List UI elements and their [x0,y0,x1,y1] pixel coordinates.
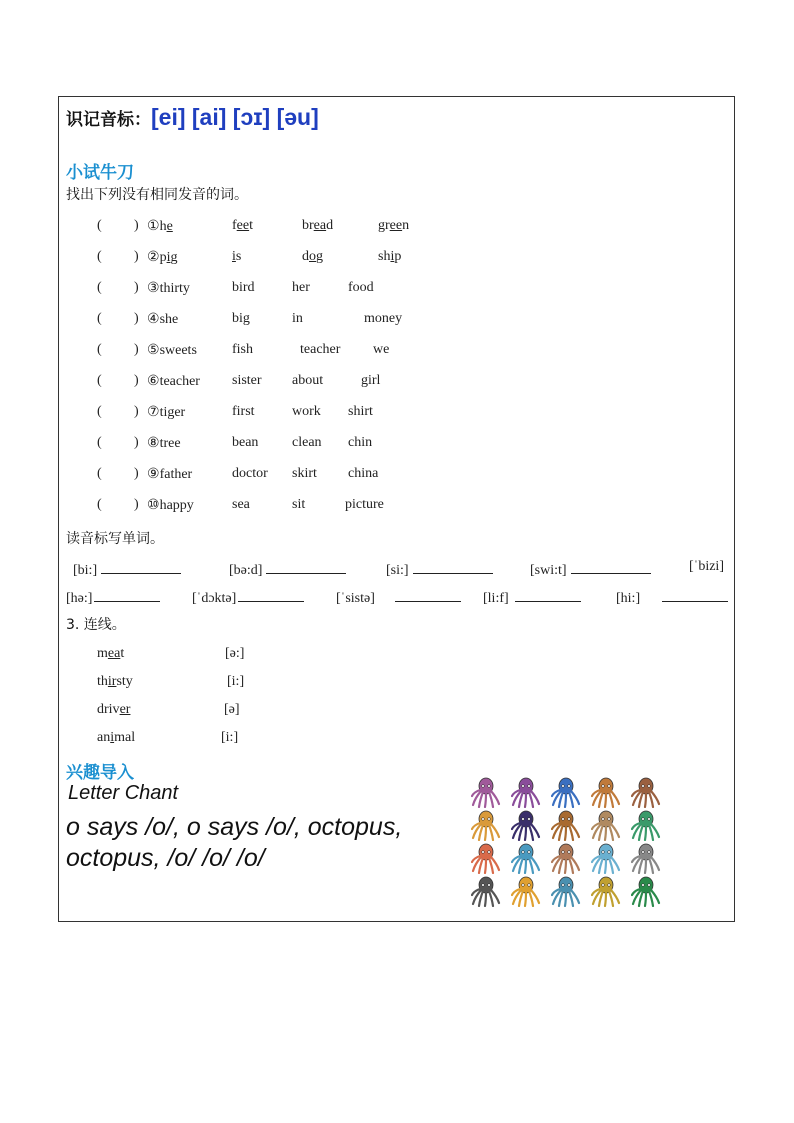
word-part: sister [232,373,262,388]
octopus-eye [642,884,645,887]
answer-paren-open: ( [97,249,102,264]
octopus-eye [568,851,571,854]
question-number: ⑨ [147,467,160,482]
exercise-word [232,311,250,327]
exercise-word [232,404,255,420]
octopus-icon [631,842,661,874]
octopus-icon [511,809,541,841]
word-part: about [292,373,324,388]
phonetic-item [192,587,304,607]
word-part: thirty [159,281,190,296]
exercise-word [232,497,250,513]
octopus-icon [511,842,541,874]
octopus-icon [591,842,621,874]
section-instruction-match: 3. 连线。 [66,617,126,633]
exercise-word [348,435,372,451]
octopus-eye [522,884,525,887]
octopus-tentacle [645,892,646,906]
word-part: happy [159,498,194,513]
octopus-icon [471,776,501,808]
word-part: tiger [159,405,186,420]
exercise-word [232,249,241,265]
answer-paren-close: ) [134,373,139,388]
phonetic-item [229,559,346,579]
word-part: driv [97,702,120,717]
word-underlined-part: i [232,249,236,264]
answer-paren-open: ( [97,373,102,388]
question-number: ⑧ [147,436,160,451]
exercise-word [345,497,384,513]
octopus-eye [528,884,531,887]
word-part: work [292,404,321,419]
octopus-icon [591,875,621,907]
word-part: first [232,404,255,419]
header-label: 识记音标： [66,110,151,130]
phonetic-item [386,559,493,579]
word-underlined-part: i [110,730,115,745]
octopus-eye [648,818,651,821]
exercise-word [232,280,255,296]
octopus-tentacle [525,859,526,873]
octopus-tentacle [565,793,566,807]
octopus-eye [642,851,645,854]
phonetic-item [483,587,581,607]
section-instruction-read-write: 读音标写单词。 [66,531,164,547]
answer-paren-close: ) [134,249,139,264]
question-number: ④ [147,312,160,327]
octopus-eye [562,884,565,887]
answer-blank [662,587,728,602]
exercise-word [292,466,317,482]
octopus-eye [522,851,525,854]
answer-blank [94,587,160,602]
word-underlined-part: ee [236,218,250,233]
question-number: ⑤ [147,343,160,358]
word-part: tree [159,436,181,451]
octopus-eye [562,785,565,788]
octopus-eye [602,884,605,887]
section-heading-interest: 兴趣导入 [66,763,134,783]
octopus-eye [642,785,645,788]
match-sound: [ə:] [225,646,245,661]
exercise-word [364,311,402,327]
exercise-row [147,218,173,235]
answer-paren-open: ( [97,497,102,512]
octopus-eye [648,851,651,854]
word-part: big [232,311,250,326]
exercise-row [147,311,178,328]
phonetic-symbol: [li:f] [483,591,509,606]
phonetic-item [530,559,651,579]
exercise-word [292,435,322,451]
phonetic-item [616,587,728,607]
word-part: s [235,249,242,264]
match-sound: [ə] [224,702,240,717]
exercise-word [232,373,262,389]
answer-blank [238,587,304,602]
word-part: d [326,218,334,233]
phonetic-symbol: [ˈbizi] [689,559,724,574]
octopus-tentacle [485,859,486,873]
word-part: in [292,311,303,326]
word-part: food [348,280,374,295]
chant-title: Letter Chant [68,782,179,804]
octopus-eye [568,884,571,887]
word-part: n [402,218,410,233]
octopus-icon [471,842,501,874]
octopus-eye [568,785,571,788]
answer-paren-open: ( [97,435,102,450]
answer-blank [266,559,346,574]
exercise-row [147,435,181,452]
phonetic-item [66,587,160,607]
word-part: we [373,342,390,357]
phonetic-item [336,587,461,607]
word-part: teacher [159,374,200,389]
exercise-word [300,342,340,358]
answer-paren-close: ) [134,435,139,450]
exercise-word [302,218,333,234]
octopus-eye [602,785,605,788]
octopus-icon [591,776,621,808]
word-part: sty [116,674,133,689]
octopus-tentacle [485,826,486,840]
word-part: teacher [300,342,341,357]
word-part: father [159,467,193,482]
octopus-tentacle [605,793,606,807]
answer-paren-open: ( [97,218,102,233]
word-part: sea [232,497,250,512]
exercise-word [292,311,303,327]
word-part: she [159,312,179,327]
word-underlined-part: er [119,702,131,717]
octopus-icon [471,875,501,907]
octopus-eye [562,851,565,854]
answer-paren-close: ) [134,497,139,512]
octopus-eye [528,818,531,821]
chant-line-1: o says /o/, o says /o/, octopus, [66,813,403,841]
octopus-eye [602,818,605,821]
octopus-icon [511,875,541,907]
octopus-tentacle [645,859,646,873]
phonetic-symbol: [si:] [386,563,409,578]
word-part: t [249,218,253,233]
octopus-eye [608,785,611,788]
octopus-eye [522,818,525,821]
octopus-icon [551,776,581,808]
octopus-eye [488,818,491,821]
word-part: d [302,249,309,264]
answer-paren-close: ) [134,404,139,419]
match-word [97,702,130,718]
exercise-word [378,249,401,265]
word-part: doctor [232,466,268,481]
octopus-eye [488,785,491,788]
word-underlined-part: i [166,250,171,265]
exercise-word [292,373,323,389]
octopus-icon [471,809,501,841]
word-part: china [348,466,379,481]
word-part: skirt [292,466,317,481]
answer-paren-close: ) [134,280,139,295]
answer-blank [515,587,581,602]
word-part: an [97,730,111,745]
match-sound: [i:] [227,674,245,689]
exercise-row [147,342,197,359]
exercise-word [361,373,380,389]
phonetic-symbol: [bi:] [73,563,98,578]
question-number: ① [147,219,160,234]
octopus-eye [568,818,571,821]
chant-line-2: octopus, /o/ /o/ /o/ [66,844,265,872]
answer-paren-open: ( [97,311,102,326]
word-part: bean [232,435,259,450]
word-part: f [232,218,237,233]
octopus-eye [482,884,485,887]
word-part: fish [232,342,253,357]
exercise-row [147,280,190,297]
question-number: ② [147,250,160,265]
exercise-word [373,342,389,358]
word-underlined-part: o [309,249,316,264]
octopus-tentacle [645,793,646,807]
octopus-eye [522,785,525,788]
exercise-word [302,249,323,265]
octopus-tentacle [605,826,606,840]
octopus-icon [551,875,581,907]
octopus-icon [631,875,661,907]
word-part: shirt [348,404,373,419]
phonetic-symbol: [ˈsistə] [336,591,375,606]
exercise-word [348,404,373,420]
octopus-tentacle [605,892,606,906]
octopus-tentacle [565,826,566,840]
exercise-row [147,404,185,421]
word-underlined-part: i [390,249,395,264]
octopus-tentacle [485,892,486,906]
word-part: chin [348,435,373,450]
exercise-row [147,373,200,390]
phonics-header [66,104,319,131]
word-part: g [316,249,323,264]
answer-paren-close: ) [134,466,139,481]
exercise-row [147,249,177,266]
answer-blank [101,559,181,574]
octopus-eye [482,851,485,854]
octopus-eye [488,851,491,854]
octopus-eye [608,851,611,854]
exercise-word [292,497,305,513]
word-part: m [97,646,108,661]
word-part: sweets [159,343,197,358]
phonetic-symbol: [hi:] [616,591,641,606]
word-part: br [302,218,314,233]
exercise-word [232,218,253,234]
octopus-eye [642,818,645,821]
phonetic-item [689,559,724,575]
octopus-eye [608,884,611,887]
phonetic-symbol: [ˈdɔktə] [192,591,237,606]
section-instruction-find-different: 找出下列没有相同发音的词。 [66,187,248,203]
match-word [97,646,124,662]
octopus-eye [488,884,491,887]
exercise-word [348,280,374,296]
word-part: sh [378,249,391,264]
phonetic-symbol: [bə:d] [229,563,263,578]
octopus-eye [648,785,651,788]
answer-paren-close: ) [134,218,139,233]
answer-blank [571,559,651,574]
exercise-word [232,342,253,358]
octopus-eye [608,818,611,821]
answer-paren-open: ( [97,466,102,481]
word-underlined-part: ee [389,218,403,233]
answer-paren-close: ) [134,311,139,326]
answer-paren-close: ) [134,342,139,357]
match-word [97,730,135,746]
word-underlined-part: ea [313,218,327,233]
octopus-icon [631,776,661,808]
match-word [97,674,133,690]
octopus-eye [528,851,531,854]
exercise-word [292,404,321,420]
question-number: ⑦ [147,405,160,420]
question-number: ⑩ [147,498,160,513]
octopus-eye [528,785,531,788]
octopus-tentacle [525,793,526,807]
octopus-icon [511,776,541,808]
octopus-tentacle [525,826,526,840]
word-underlined-part: ea [107,646,121,661]
word-part: t [120,646,125,661]
word-part: gr [378,218,390,233]
octopus-icon [591,809,621,841]
octopus-eye [482,785,485,788]
header-ipa: [ei] [ai] [ɔɪ] [əu] [151,104,319,130]
exercise-word [232,435,258,451]
octopus-eye [482,818,485,821]
exercise-row [147,497,194,514]
word-part: sit [292,497,306,512]
word-part: p [159,250,167,265]
octopus-icon [551,809,581,841]
word-part: mal [114,730,136,745]
octopus-eye [562,818,565,821]
phonetic-item [73,559,181,579]
word-part: bird [232,280,255,295]
match-sound: [i:] [221,730,239,745]
exercise-word [232,466,268,482]
octopus-eye [602,851,605,854]
exercise-word [348,466,378,482]
word-part: h [159,219,167,234]
octopus-icon [551,842,581,874]
exercise-row [147,466,192,483]
word-part: girl [361,373,381,388]
answer-blank [413,559,493,574]
octopus-tentacle [525,892,526,906]
answer-paren-open: ( [97,280,102,295]
word-underlined-part: e [166,219,173,234]
word-part: g [170,250,178,265]
word-underlined-part: ir [107,674,117,689]
word-part: picture [345,497,384,512]
octopus-icon [631,809,661,841]
word-part: clean [292,435,322,450]
octopus-tentacle [565,859,566,873]
octopus-tentacle [485,793,486,807]
word-part: p [394,249,402,264]
question-number: ③ [147,281,160,296]
exercise-word [378,218,409,234]
octopus-tentacle [605,859,606,873]
word-part: her [292,280,310,295]
exercise-word [292,280,310,296]
section-heading-practice: 小试牛刀 [66,163,134,183]
octopus-tentacle [645,826,646,840]
answer-blank [395,587,461,602]
word-part: th [97,674,108,689]
word-part: money [364,311,403,326]
octopus-tentacle [565,892,566,906]
phonetic-symbol: [hə:] [66,591,93,606]
phonetic-symbol: [swi:t] [530,563,567,578]
answer-paren-open: ( [97,342,102,357]
question-number: ⑥ [147,374,160,389]
answer-paren-open: ( [97,404,102,419]
octopus-eye [648,884,651,887]
